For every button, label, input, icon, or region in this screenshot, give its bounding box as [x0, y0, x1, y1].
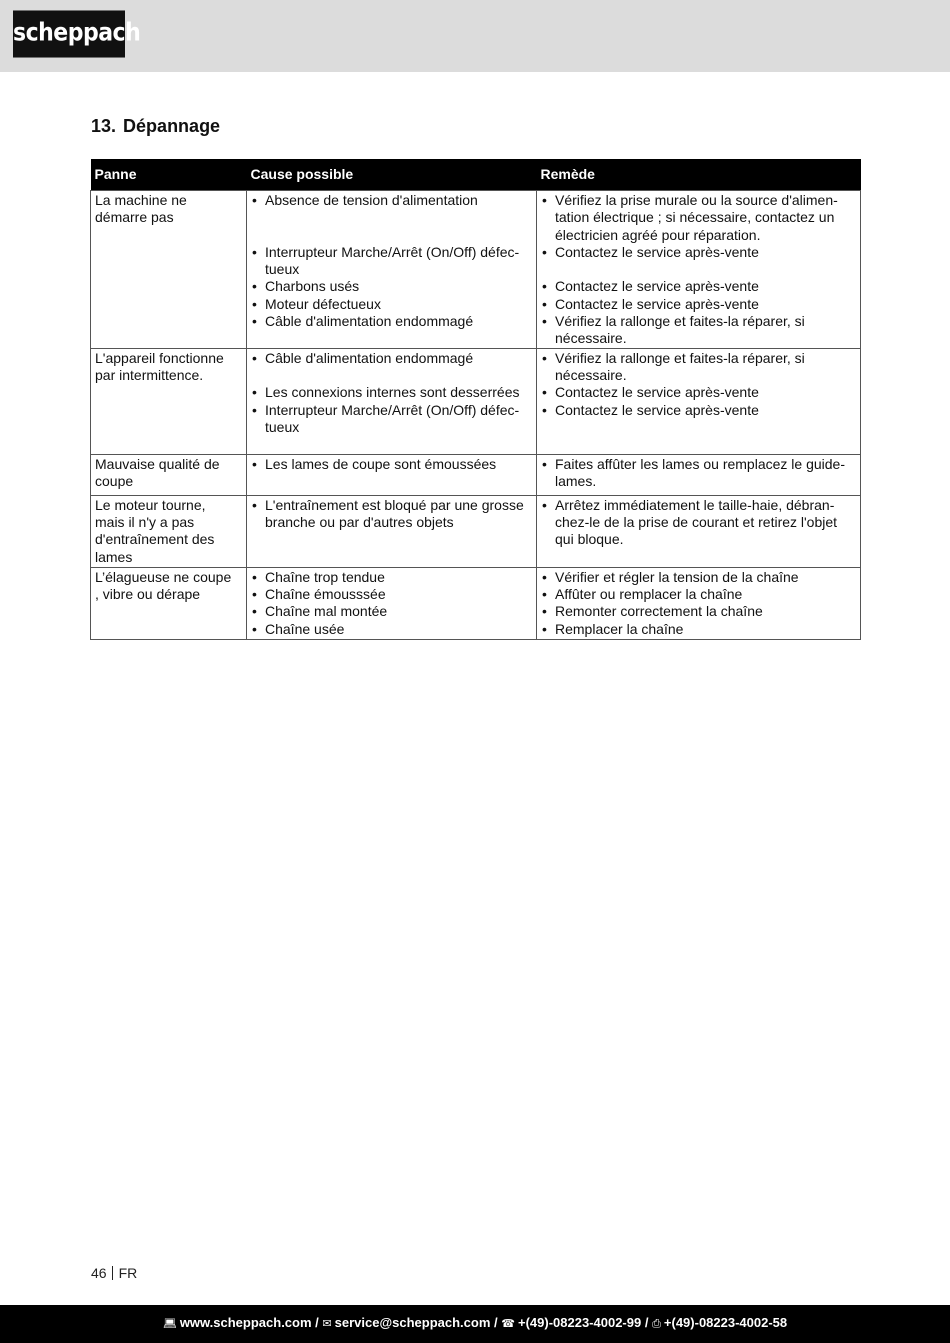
footer-website: www.scheppach.com [179, 1315, 312, 1330]
cause-cell [247, 348, 537, 454]
cause-item: • Interrupteur Marche/Arrêt (On/Off) défec- tueux [251, 244, 532, 279]
remede-item: • Contactez le service après-vente [541, 296, 856, 313]
computer-icon: 💻︎ [162, 1318, 177, 1330]
cause-item: • Câble d'alimentation endommagé [251, 350, 532, 367]
cause-item: • Câble d'alimentation endommagé [251, 313, 532, 330]
cause-item: • Moteur défectueux [251, 296, 532, 313]
cause-item: • Chaîne usée [251, 621, 532, 638]
scheppach-logo: scheppach [13, 10, 125, 57]
panne-line: coupe [95, 472, 134, 489]
section-title-text: Dépannage [123, 116, 221, 136]
page-language: FR [118, 1265, 138, 1281]
remede-item: • Contactez le service après-vente [541, 384, 856, 401]
panne-cell [91, 191, 247, 349]
remede-cell [537, 495, 861, 567]
panne-line: d'entraînement des [95, 531, 215, 548]
cause-item: • Chaîne trop tendue [251, 569, 532, 586]
remede-item: • Vérifier et régler la tension de la chaîne [541, 569, 856, 586]
footer-phone: +(49)-08223-4002-99 [517, 1315, 642, 1330]
panne-line: mais il n'y a pas [95, 513, 195, 530]
cause-item: • L'entraînement est bloqué par une grosse branche ou par d'autres objets [251, 497, 532, 532]
remede-item: • Faites affûter les lames ou remplacez le guide- lames. [541, 456, 856, 491]
remede-item: • Vérifiez la rallonge et faites-la réparer, si nécessaire. [541, 313, 856, 348]
panne-line: La machine ne [95, 192, 187, 208]
column-header-remede: Remède [537, 159, 861, 191]
column-header-panne: Panne [91, 159, 247, 191]
table-row [91, 191, 861, 349]
remede-cell [537, 348, 861, 454]
table-header-row [91, 159, 861, 191]
panne-line: par intermittence. [95, 366, 204, 383]
column-header-cause: Cause possible [247, 159, 537, 191]
cause-cell [247, 454, 537, 495]
panne-line: Le moteur tourne, [95, 496, 206, 513]
cause-item: • Chaîne émousssée [251, 586, 532, 603]
cause-cell [247, 191, 537, 349]
footer-email: service@scheppach.com [334, 1315, 491, 1330]
cause-item: • Chaîne mal montée [251, 603, 532, 620]
page-number-value: 46 [91, 1265, 107, 1281]
cause-cell [247, 495, 537, 567]
cause-item: • Absence de tension d'alimentation [251, 192, 532, 209]
cause-item: • Charbons usés [251, 278, 532, 295]
panne-line: lames [95, 548, 133, 565]
cause-item: • Interrupteur Marche/Arrêt (On/Off) défec- tueux [251, 402, 532, 437]
footer-separator: / [315, 1315, 319, 1330]
table-row [91, 454, 861, 495]
footer-fax: +(49)-08223-4002-58 [663, 1315, 788, 1330]
panne-cell [91, 495, 247, 567]
panne-line: démarre pas [95, 209, 174, 226]
table-row [91, 495, 861, 567]
remede-item: • Contactez le service après-vente [541, 244, 856, 261]
remede-cell [537, 191, 861, 349]
panne-line: L’élagueuse ne coupe [95, 568, 232, 585]
table-row [91, 567, 861, 639]
panne-line: L'appareil fonctionne [95, 349, 224, 366]
cause-item: • Les connexions internes sont desserrées [251, 384, 532, 401]
header-band [0, 0, 950, 72]
page-divider [112, 1266, 113, 1280]
remede-cell [537, 454, 861, 495]
table-row [91, 348, 861, 454]
remede-item: • Vérifiez la rallonge et faites-la réparer, si nécessaire. [541, 350, 856, 385]
remede-item: • Remonter correctement la chaîne [541, 603, 856, 620]
remede-item: • Affûter ou remplacer la chaîne [541, 586, 856, 603]
cause-item: • Les lames de coupe sont émoussées [251, 456, 532, 473]
remede-item: • Contactez le service après-vente [541, 278, 856, 295]
panne-cell [91, 348, 247, 454]
section-number: 13. [91, 116, 117, 136]
panne-line: , vibre ou dérape [95, 585, 201, 602]
remede-item: • Vérifiez la prise murale ou la source d'alimen- tation électrique ; si nécessaire, contactez un électricien agréé pour réparation. [541, 192, 856, 244]
fax-icon: ⎙ [652, 1318, 661, 1330]
phone-icon: ☎︎ [501, 1318, 515, 1330]
remede-item: • Contactez le service après-vente [541, 402, 856, 419]
footer-bar [0, 1305, 950, 1343]
remede-item: • Arrêtez immédiatement le taille-haie, débran- chez-le de la prise de courant et retirez l'objet qui bloque. [541, 497, 856, 549]
panne-line: Mauvaise qualité de [95, 455, 220, 472]
footer-separator: / [494, 1315, 498, 1330]
remede-cell [537, 567, 861, 639]
remede-item: • Remplacer la chaîne [541, 621, 856, 638]
troubleshooting-table [90, 159, 861, 640]
mail-icon: ✉︎ [322, 1318, 332, 1330]
panne-cell [91, 454, 247, 495]
section-title [91, 116, 220, 137]
page-number [91, 1265, 137, 1281]
cause-cell [247, 567, 537, 639]
panne-cell [91, 567, 247, 639]
footer-separator: / [644, 1315, 649, 1330]
